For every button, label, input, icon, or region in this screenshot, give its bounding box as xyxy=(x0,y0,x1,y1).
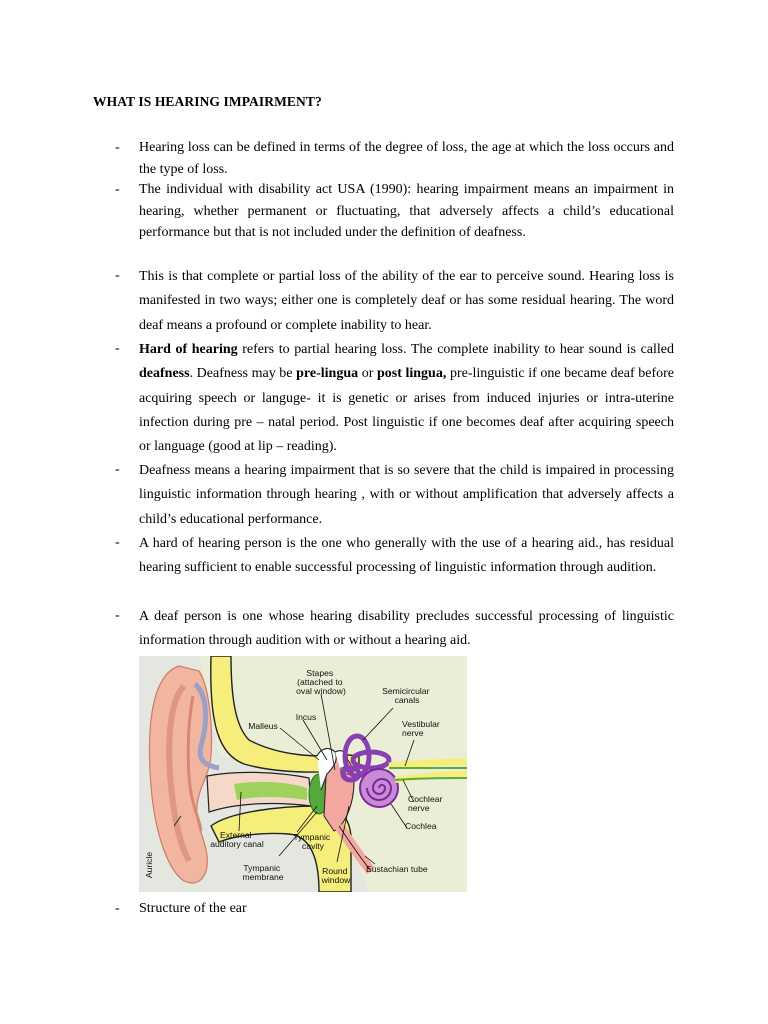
label-stapes: Stapes (attached to oval window) xyxy=(296,668,346,696)
label-cochlea: Cochlea xyxy=(405,821,437,831)
bullet-dash: - xyxy=(115,608,120,623)
term-pre-lingua: pre-lingua xyxy=(296,366,359,382)
bullet-dash: - xyxy=(115,268,120,283)
figure-caption: Structure of the ear xyxy=(139,901,247,916)
label-round-window: Round window xyxy=(321,866,351,885)
cochlea-shape xyxy=(360,769,398,807)
bullet-dash: - xyxy=(115,140,120,155)
label-vestibular-nerve: Vestibular nerve xyxy=(402,719,440,738)
term-hard-of-hearing: Hard of hearing xyxy=(139,342,238,357)
label-semicircular-canals: Semicircular canals xyxy=(382,686,430,705)
label-tympanic-cavity: Tympanic cavity xyxy=(293,832,331,851)
bullet-dash: - xyxy=(115,182,120,197)
bullet-dash: - xyxy=(115,341,120,356)
term-deafness: deafness xyxy=(139,366,190,382)
label-cochlear-nerve: Cochlear nerve xyxy=(408,794,443,813)
ear-diagram xyxy=(139,656,467,892)
label-auricle: Auricle xyxy=(144,851,154,879)
list-item-text: Hard of hearing refers to partial hearing loss. The complete inability to hear sound is called deafness. Deafness may be pre-lingua or post lingua, pre-linguistic if one became deaf before acquiring speech or languge- it is genetic or arises from induced injuries or intra-uterine infection during pre – natal period. Post linguistic if one becomes deaf after acquiring speech or language (good at lip – reading). xyxy=(139,342,674,455)
bullet-dash: - xyxy=(115,901,120,916)
list-item-text: Deafness means a hearing impairment that is so severe that the child is impaired in processing linguistic information through hearing , with or without amplification that adversely affects a child’s educational performance. xyxy=(139,463,674,527)
term-post-lingua: post lingua, xyxy=(376,366,447,382)
bullet-dash: - xyxy=(115,535,120,550)
list-item-text: This is that complete or partial loss of the ability of the ear to perceive sound. Hearing loss is manifested in two ways; either one is completely deaf or has some residual hearing. The word deaf means a profound or complete inability to hear. xyxy=(139,269,674,333)
list-item-text: The individual with disability act USA (1990): hearing impairment means an impairment in hearing, whether permanent or fluctuating, that adversely affects a child’s educational performance but that is not included under the definition of deafness. xyxy=(139,182,674,240)
label-eustachian-tube: Eustachian tube xyxy=(366,864,428,874)
label-incus: Incus xyxy=(295,712,317,722)
label-tympanic-membrane: Tympanic membrane xyxy=(242,863,284,882)
page-title: WHAT IS HEARING IMPAIRMENT? xyxy=(93,94,322,109)
list-item-text: A hard of hearing person is the one who generally with the use of a hearing aid., has residual hearing sufficient to enable successful processing of linguistic information through audition. xyxy=(139,536,674,576)
label-external-auditory-canal: External auditory canal xyxy=(210,830,264,849)
label-malleus: Malleus xyxy=(248,721,278,731)
list-item-text: Hearing loss can be defined in terms of the degree of loss, the age at which the loss occurs and the type of loss. xyxy=(139,140,674,177)
bullet-dash: - xyxy=(115,462,120,477)
list-item-text: A deaf person is one whose hearing disability precludes successful processing of linguistic information through audition with or without a hearing aid. xyxy=(139,609,674,649)
